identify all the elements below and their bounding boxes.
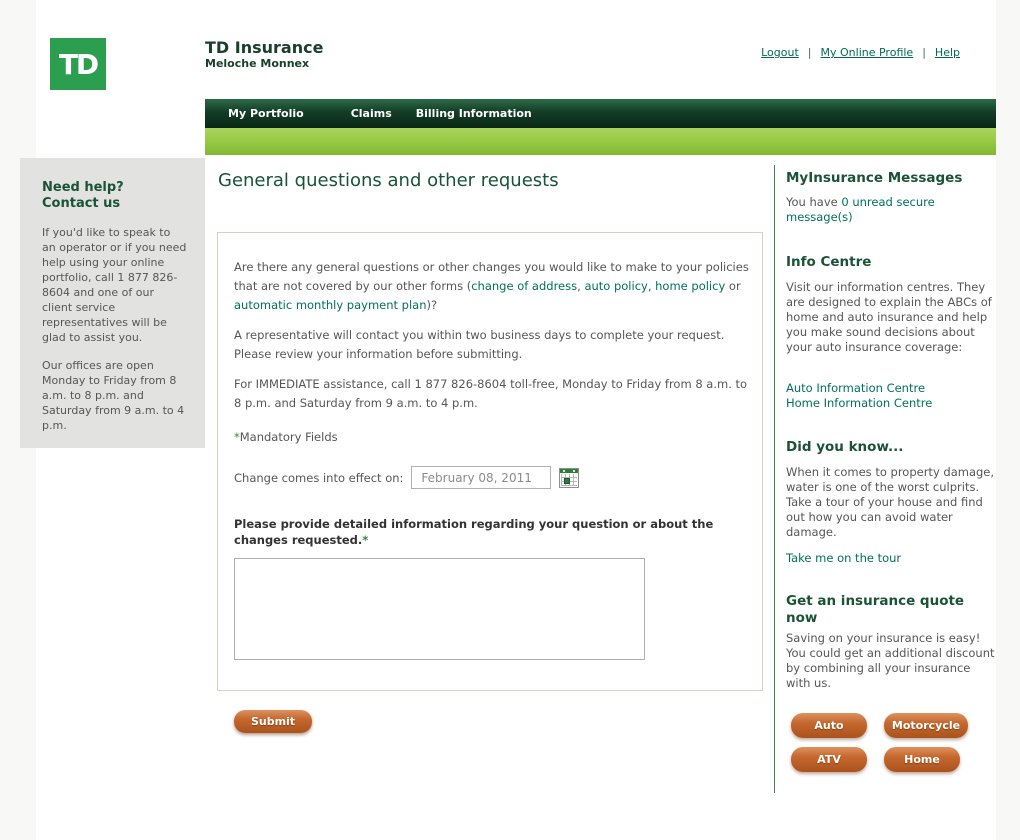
did-you-know-link-row bbox=[786, 551, 996, 566]
brand-title: TD Insurance bbox=[205, 38, 324, 57]
logout-link[interactable]: Logout bbox=[761, 46, 799, 59]
effective-date-input[interactable] bbox=[411, 466, 551, 489]
home-information-centre-link[interactable]: Home Information Centre bbox=[786, 396, 933, 410]
info-centre-links bbox=[786, 381, 996, 411]
brand-block bbox=[205, 39, 323, 70]
help-heading bbox=[42, 180, 187, 212]
quote-auto-button[interactable]: Auto bbox=[791, 713, 867, 738]
did-you-know-body: When it comes to property damage, water is one of the worst culprits. Take a tour of your house and find out how you can avoid water damage. bbox=[786, 465, 995, 539]
quote-body: Saving on your insurance is easy! You could get an additional discount by combining all your insurance with us. bbox=[786, 631, 995, 690]
calendar-selected-day bbox=[564, 478, 570, 484]
separator: | bbox=[922, 46, 926, 59]
effective-date-row bbox=[234, 466, 746, 489]
help-paragraph-1: If you'd like to speak to an operator or if you need help using your online portfolio, call 1 877 826-8604 and one of our client service representatives will be glad to assist you. bbox=[42, 226, 187, 344]
intro-paragraph bbox=[234, 258, 756, 315]
nav-item-claims[interactable]: Claims bbox=[350, 107, 392, 120]
auto-information-centre-link[interactable]: Auto Information Centre bbox=[786, 381, 926, 395]
automatic-monthly-payment-plan-link[interactable]: automatic monthly payment plan bbox=[234, 298, 427, 312]
take-me-on-the-tour-link[interactable]: Take me on the tour bbox=[786, 551, 902, 565]
representative-paragraph: A representative will contact you within two business days to complete your request. Please review your information before submitting. bbox=[234, 328, 725, 361]
mandatory-fields-note bbox=[234, 430, 746, 444]
help-paragraph-2: Our offices are open Monday to Friday from 8 a.m. to 8 p.m. and Saturday from 9 a.m. to 4 p.m. bbox=[42, 359, 185, 432]
details-label-text: Please provide detailed information regarding your question or about the changes requested. bbox=[234, 517, 714, 547]
page-title: General questions and other requests bbox=[218, 170, 559, 191]
my-online-profile-link[interactable]: My Online Profile bbox=[820, 46, 914, 59]
help-heading-line1: Need help? bbox=[42, 180, 124, 195]
did-you-know-heading: Did you know... bbox=[786, 439, 904, 455]
details-textarea[interactable] bbox=[234, 558, 645, 660]
calendar-header bbox=[560, 469, 578, 473]
help-heading-line2: Contact us bbox=[42, 196, 121, 211]
mandatory-asterisk: * bbox=[234, 430, 240, 444]
messages-heading: MyInsurance Messages bbox=[786, 170, 963, 186]
quote-home-button[interactable]: Home bbox=[884, 747, 960, 772]
right-sidebar bbox=[786, 0, 998, 840]
messages-text bbox=[786, 195, 996, 225]
info-centre-heading: Info Centre bbox=[786, 254, 872, 270]
calendar-icon[interactable] bbox=[559, 468, 579, 488]
intro-sep: , bbox=[647, 279, 656, 293]
td-logo bbox=[50, 38, 106, 90]
separator: | bbox=[807, 46, 812, 59]
quote-motorcycle-button[interactable]: Motorcycle bbox=[884, 713, 968, 738]
vertical-divider bbox=[774, 165, 775, 793]
quote-heading: Get an insurance quote now bbox=[786, 593, 965, 626]
nav-item-billing-information[interactable]: Billing Information bbox=[415, 107, 532, 120]
request-form-box bbox=[217, 232, 763, 728]
nav-item-my-portfolio[interactable]: My Portfolio bbox=[228, 107, 304, 120]
auto-policy-link[interactable]: auto policy bbox=[584, 279, 648, 293]
help-contact-box bbox=[20, 158, 205, 448]
immediate-assistance-paragraph: For IMMEDIATE assistance, call 1 877 826-8604 toll-free, Monday to Friday from 8 a.m. to 8 p.m. and Saturday from 9 a.m. to 4 p.m. bbox=[234, 377, 748, 410]
td-logo-text: TD bbox=[58, 47, 98, 81]
details-label bbox=[234, 516, 734, 548]
change-of-address-link[interactable]: change of address bbox=[471, 279, 578, 293]
intro-text: Are there any general questions or other changes you would like to make to your policies that are not covered by our other forms ( bbox=[234, 260, 749, 293]
submit-button[interactable]: Submit bbox=[234, 710, 312, 733]
intro-sep: , bbox=[577, 279, 585, 293]
details-asterisk: * bbox=[362, 533, 369, 547]
quote-atv-button[interactable]: ATV bbox=[791, 747, 867, 772]
mandatory-text: Mandatory Fields bbox=[239, 430, 338, 444]
unread-messages-link[interactable]: 0 unread secure message(s) bbox=[786, 195, 935, 224]
home-policy-link[interactable]: home policy bbox=[655, 279, 726, 293]
intro-end: )? bbox=[426, 298, 438, 312]
messages-text-before: You have bbox=[786, 195, 842, 209]
effective-date-label: Change comes into effect on: bbox=[234, 470, 404, 485]
info-centre-body: Visit our information centres. They are designed to explain the ABCs of home and auto insurance and help you make sound decisions about your auto insurance coverage: bbox=[786, 280, 992, 354]
help-link[interactable]: Help bbox=[934, 46, 960, 59]
intro-sep: or bbox=[725, 279, 741, 293]
brand-subtitle: Meloche Monnex bbox=[205, 57, 310, 70]
